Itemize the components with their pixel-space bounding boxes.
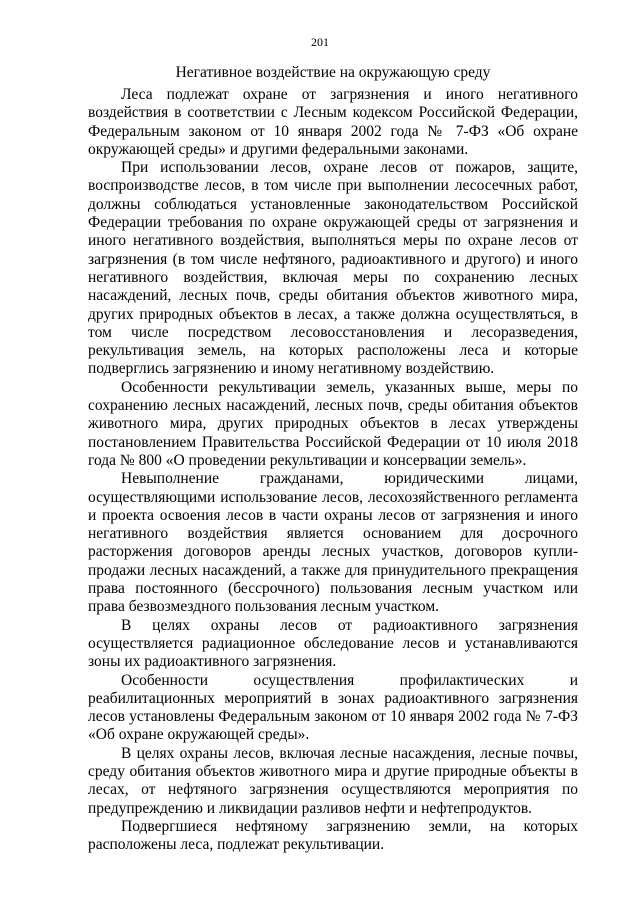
section-title: Негативное воздействие на окружающую среду: [175, 64, 491, 81]
paragraph: Подвергшиеся нефтяному загрязнению земли, на которых расположены леса, подлежат рекультивации.: [88, 817, 578, 854]
paragraph: В целях охраны лесов от радиоактивного загрязнения осуществляется радиационное обследование лесов и устанавливаются зоны их радиоактивного загрязнения.: [88, 616, 578, 671]
paragraph: В целях охраны лесов, включая лесные насаждения, лесные почвы, среду обитания объектов животного мира и другие природные объекты в лесах, от нефтяного загрязнения осуществляются мероприятия по предупреждению и ликвидации разливов нефти и нефтепродуктов.: [88, 744, 578, 817]
paragraph: При использовании лесов, охране лесов от пожаров, защите, воспроизводстве лесов, в том числе при выполнении лесосечных работ, должны соблюдаться установленные законодательством Российской Федерации требования по охране окружающей среды от загрязнения и иного негативного воздействия, выполняться меры по охране лесов от загрязнения (в том числе нефтяного, радиоактивного и другого) и иного негативного воздействия, включая меры по сохранению лесных насаждений, лесных почв, среды обитания объектов животного мира, других природных объектов в лесах, а также должна осуществляться, в том числе посредством лесовосстановления и лесоразведения, рекультивация земель, на которых расположены леса и которые подверглись загрязнению и иному негативному воздействию.: [88, 159, 578, 378]
paragraph: Невыполнение гражданами, юридическими лицами, осуществляющими использование лесов, лесохозяйственного регламента и проекта освоения лесов в части охраны лесов от загрязнения и иного негативного воздействия является основанием для досрочного расторжения договоров аренды лесных участков, договоров купли-продажи лесных насаждений, а также для принудительного прекращения права постоянного (бессрочного) пользования лесным участком или права безвозмездного пользования лесным участком.: [88, 470, 578, 616]
page-number: 201: [311, 35, 329, 49]
paragraph: Леса подлежат охране от загрязнения и иного негативного воздействия в соответствии с Лесным кодексом Российской Федерации, Федеральным законом от 10 января 2002 года № 7-ФЗ «Об охране окружающей среды» и другими федеральными законами.: [88, 86, 578, 158]
document-body: [88, 86, 578, 854]
paragraph: Особенности рекультивации земель, указанных выше, меры по сохранению лесных насаждений, лесных почв, среды обитания объектов животного мира, других природных объектов в лесах утверждены постановлением Правительства Российской Федерации от 10 июля 2018 года № 800 «О проведении рекультивации и консервации земель».: [88, 378, 578, 469]
paragraph: Особенности осуществления профилактических и реабилитационных мероприятий в зонах радиоактивного загрязнения лесов установлены Федеральным законом от 10 января 2002 года № 7-ФЗ «Об охране окружающей среды».: [88, 671, 578, 744]
